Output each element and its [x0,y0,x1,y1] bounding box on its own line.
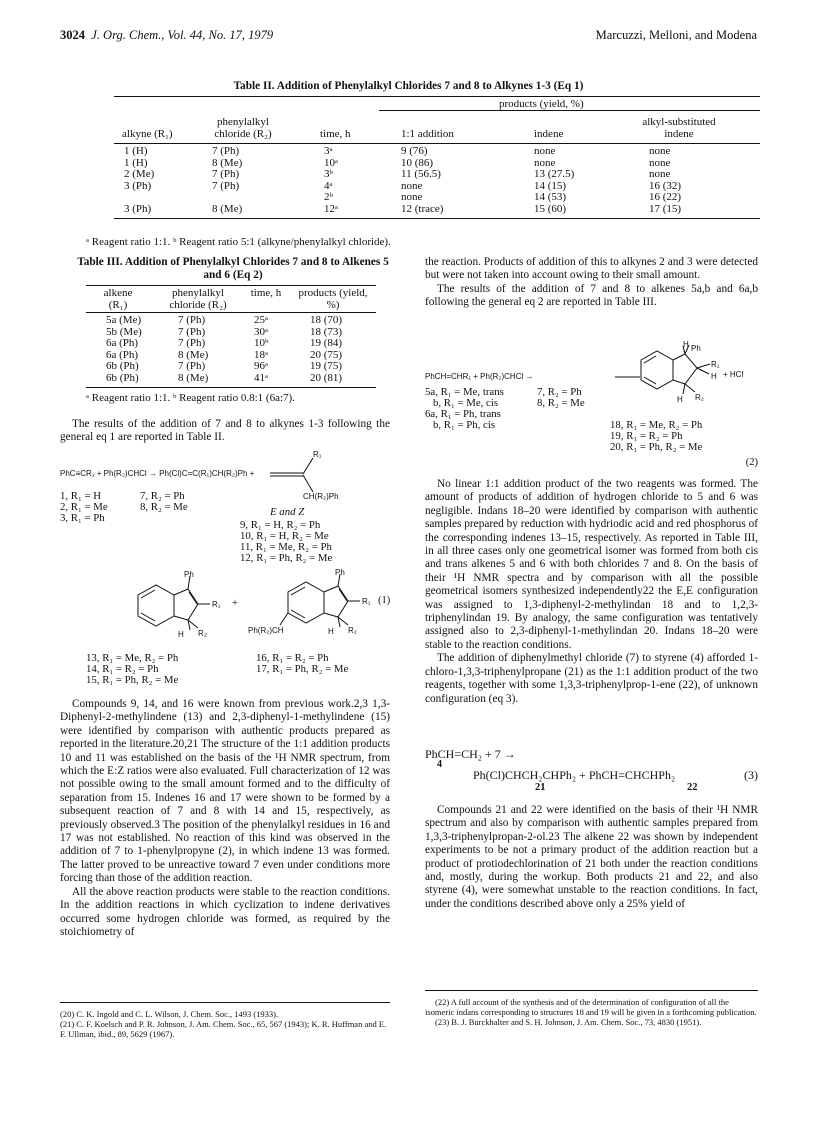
table2-cell: none [649,145,671,157]
table3-row [86,373,376,385]
eq1-r1-label: R₁ [313,450,322,459]
eq1-ez: E and Z [270,506,305,518]
table2-body [114,144,760,218]
eq3-line2: Ph(Cl)CHCH₂CHPh₂ + PhCH=CHCHPh₂ [473,768,676,782]
table3-cell: 25ᵃ [254,314,269,326]
eq2-h-top: H [683,340,689,349]
table2-cell: 3ᵇ [324,168,333,181]
table2-cell: 3 (Ph) [124,202,152,215]
eq1-indenes-a: 13, R₁ = Me, R₂ = Ph 14, R₁ = R₂ = Ph 15, R₁ = Ph, R₂ = Me [86,652,179,686]
table2-col-addition: 1:1 addition [401,128,454,140]
left-paragraph-2: All the above reaction products were stable to the reaction conditions. In the addition reactions in which cyclization to indene derivatives occurred some hydrogen chloride was formed, as required by the stoichiometry of [60,885,390,938]
table2-cell: 13 (27.5) [534,168,575,181]
eq2-number: (2) [745,457,758,468]
page-number: 3024 [60,28,85,42]
eq1-r1-left: R₁ [212,600,221,609]
eq3-line1: PhCH=CH₂ + 7 → [425,747,516,761]
table3-cell: 7 (Ph) [178,325,206,338]
table2-cell: 3 (Ph) [124,179,152,192]
table2-cell: 8 (Me) [212,202,243,215]
eq1-reaction: PhC≡CR₁ + Ph(R₂)CHCl → Ph(Cl)C=C(R₁)CH(R₂)Ph + [60,469,255,478]
table2-cell: 12ᵃ [324,202,339,215]
equation-2 [425,340,758,475]
table2-cell: 7 (Ph) [212,145,240,157]
right-paragraph-1: the reaction. Products of addition of this to alkynes 2 and 3 were detected but were not taken into account owing to their small amount. [425,256,758,282]
table2-cell: none [401,191,423,204]
table3-cell: 30ᵃ [254,325,269,338]
table3-col-products: products (yield, %) [298,287,368,311]
eq1-chlorides: 7, R₂ = Ph 8, R₂ = Me [140,490,188,513]
eq3-label4: 4 [437,759,442,770]
eq2-h-bottom: H [677,395,683,404]
table2-group-header: products (yield, %) [499,98,584,110]
table3-cell: 10ᵇ [254,337,269,350]
table2-cell: 11 (56.5) [401,168,441,181]
table3-cell: 5b (Me) [106,325,142,338]
eq2-ph-label: Ph [691,344,701,353]
table3-cell: 18 (73) [310,325,343,338]
eq1-adducts: 9, R₁ = H, R₂ = Ph 10, R₁ = H, R₂ = Me 11, R₁ = Me, R₂ = Ph 12, R₁ = Ph, R₂ = Me [240,519,333,564]
table2-cell: 17 (15) [649,202,682,215]
table2-cell: none [649,168,671,181]
table3-row [86,315,376,327]
table2-col-indene: indene [534,128,564,140]
table3-cell: 96ᵃ [254,360,269,373]
table2-cell: 2ᵇ [324,191,333,204]
eq1-indenes-b: 16, R₁ = R₂ = Ph 17, R₁ = Ph, R₂ = Me [256,652,349,675]
left-paragraph-1: Compounds 9, 14, and 16 were known from previous work.2,3 1,3-Diphenyl-2-methylindene (13) and 2,3-diphenyl-1-methylindene (15) were identified by comparison with authentic products prepared as reported in the literature.20,21 The structure of the 1:1 addition products 10 and 11 was established on the basis of the ¹H NMR spectrum, from which the E:Z ratios were also evaluated. Full characterization of 12 was not possible owing to the small amount formed and to the difficulty of separation from 15. Indenes 16 and 17 were shown to be formed by a subsequent reaction of 7 and 8 with 14 and 15, respectively, as previously observed.3 The position of the phenylalkyl residues in 16 and 17 was not established. No reaction of this kind was observed in the addition of 7 to 1-phenylpropyne (2), in which indene 13 was formed. The latter proved to be unreactive toward 7 even under conditions more forcing than those of the addition reaction. [60,698,390,885]
table2-footnote: ᵃ Reagent ratio 1:1. ᵇ Reagent ratio 5:1 (alkyne/phenylalkyl chloride). [86,236,391,248]
eq1-ph-right: Ph [335,568,345,577]
right-footnotes: (22) A full account of the synthesis and of the determination of configuration of all the isomeric indans corresponding to structures 18 and 19 will be given in a forthcoming publication. (23) B. J. Burckhalter and S. H. Johnson, J. Am. Chem. Soc., 73, 4830 (1951). [425,990,758,1027]
eq2-reaction: PhCH=CHR₁ + Ph(R₂)CHCl → [425,372,534,381]
table3-cell: 8 (Me) [178,348,209,361]
table2-bottom-rule [114,218,760,219]
table3-cell: 19 (84) [310,337,343,350]
right-paragraph-4: The addition of diphenylmethyl chloride (7) to styrene (4) afforded 1-chloro-1,3,3-triphenylpropane (21) as the 1:1 addition product of the two reagents, together with some 1,3,3-triphenylprop-1-ene (22), of unknown configuration (eq 3). [425,652,758,705]
table3-cell: 7 (Ph) [178,360,206,373]
eq2-h-mid: H [711,372,717,381]
table2-cell: none [649,156,671,169]
table2-cell: 9 (76) [401,145,428,157]
left-intro: The results of the addition of 7 and 8 to alkynes 1-3 following the general eq 1 are reported in Table II. [60,418,390,444]
table3-cell: 6b (Ph) [106,371,139,384]
table2-col-alkyl-indene: alkyl-substituted indene [642,116,716,140]
table2-caption: Table II. Addition of Phenylalkyl Chlorides 7 and 8 to Alkynes 1-3 (Eq 1) [233,80,584,92]
right-paragraph-3: No linear 1:1 addition product of the two reagents was formed. The amount of products of addition of hydrogen chloride to 5 and 6 was negligible. Indans 18–20 were identified by comparison with authentic samples prepared by reduction with hydriodic acid and red phosphorus of the corresponding indenes 13–15, respectively. As reported in Table III, in all three cases only one geometrical isomer was formed from both cis and trans alkenes 5 and 6 with both chlorides 7 and 8. On the basis of their ¹H NMR spectra and by comparison with all the possible geometrical isomers synthesized independently22 the E,E configuration was assigned to 1,3-diphenyl-2-methylindan 18 and to 1,2,3-triphenylindan 19. By analogy, the same configuration was tentatively assigned also to 2,3-diphenyl-1-methylindan 20. Indans 18–20 were stable to the reaction conditions. [425,478,758,651]
table2 [114,96,760,219]
table3-cell: 20 (75) [310,348,343,361]
table3-cell: 6b (Ph) [106,360,139,373]
table3-cell: 18 (70) [310,314,343,326]
table2-cell: 14 (53) [534,191,567,204]
equation-1: PhC≡CR₁ + Ph(R₂)CHCl → Ph(Cl)C=C(R₁)CH(R₂)Ph + R₁ CH(R₂)Ph 1, R₁ = H 2, R₁ = Me 3, R₁ = Ph 7, R₂ = Ph 8, R₂ = Me E and Z 9, R₁ = H, R₂ = Ph 10, R₁ = H, R₂ = Me 11, R₁ = Me, R₂ = Ph 12, R₁ = Ph, R₂ = Me Ph R₁ H R₂ + Ph R₁ (1) Ph(R₂)CH H R₂ 13, R₁ = Me, R₂ = Ph 14, R₁ = R₂ = Ph 15, R₁ = Ph, R₂ = Me 16, R₁ = R₂ = Ph 17, R₁ = Ph, R₂ = Me [60,450,395,700]
table2-col-alkyne: alkyne (R₁) [122,128,173,140]
table3-header-row [86,286,376,312]
eq1-h-left: H [178,630,184,639]
running-header [60,28,757,48]
table2-cell: 2 (Me) [124,168,155,181]
eq1-ph-left: Ph [184,570,194,579]
eq2-r2-label: R₂ [695,393,704,402]
author-line: Marcuzzi, Melloni, and Modena [595,28,757,42]
eq1-h-right: H [328,627,334,636]
eq2-products: 18, R₁ = Me, R₂ = Ph 19, R₁ = R₂ = Ph 20, R₁ = Ph, R₂ = Me [610,419,703,453]
table3-col-alkene: alkene (R₁) [103,287,133,311]
right-middle-text [425,478,758,706]
table2-cell: 8 (Me) [212,156,243,169]
table2-cell: 3ᵃ [324,145,333,157]
table3-cell: 6a (Ph) [106,348,139,361]
table2-cell: 7 (Ph) [212,179,240,192]
table2-cell: none [534,156,556,169]
table3-cell: 7 (Ph) [178,337,206,350]
table3-footnote: ᵃ Reagent ratio 1:1. ᵇ Reagent ratio 0.8:1 (6a:7). [86,392,295,404]
table2-cell: 16 (32) [649,179,682,192]
table2-cell: 7 (Ph) [212,168,240,181]
table3-cell: 18ᵃ [254,348,269,361]
left-footnotes: (20) C. K. Ingold and C. L. Wilson, J. Chem. Soc., 1493 (1933). (21) C. F. Koelsch and P. R. Johnson, J. Am. Chem. Soc., 65, 567 (1943); K. R. Huffman and E. F. Ullman, ibid., 89, 5629 (1967). [60,1002,390,1039]
table2-cell: 15 (60) [534,202,567,215]
journal-citation: J. Org. Chem., Vol. 44, No. 17, 1979 [91,28,274,42]
eq3-label21: 21 [535,782,546,793]
table3-cell: 6a (Ph) [106,337,139,350]
table2-row [114,146,760,158]
table3-cell: 19 (75) [310,360,343,373]
eq1-chr2-label: Ph(R₂)CH [248,626,284,635]
right-top-text [425,256,758,310]
table3-col-chloride: phenylalkyl chloride (R₂) [169,287,227,311]
table2-row [114,204,760,216]
table3-cell: 5a (Me) [106,314,142,326]
eq2-chlorides: 7, R₂ = Ph 8, R₂ = Me [537,386,585,409]
table2-cell: 14 (15) [534,179,567,192]
table2-cell: 12 (trace) [401,202,444,215]
table3-body [86,313,376,387]
eq1-number: (1) [378,595,391,606]
table2-cell: 4ᵃ [324,179,333,192]
right-paragraph-5: Compounds 21 and 22 were identified on the basis of their ¹H NMR spectrum and also by comparison with authentic samples prepared from 1,3,3-triphenylpropan-2-ol.23 The alkene 22 was shown by independent experiments to be not a primary product of the addition reaction but a product of protiodechlorination of 21 both under the reaction conditions and, mostly, during the workup. Both products 21 and 22, and also styrene (4), were somewhat unstable to the reaction conditions. In fact, under the conditions described above only a 25% yield of [425,804,758,910]
eq2-alkenes: 5a, R₁ = Me, trans b, R₁ = Me, cis 6a, R₁ = Ph, trans b, R₁ = Ph, cis [425,386,504,431]
eq1-r2-right: R₂ [348,626,357,635]
table2-col-time: time, h [320,128,351,140]
table2-cell: 10 (86) [401,156,434,169]
table2-cell: none [401,179,423,192]
table3-cell: 8 (Me) [178,371,209,384]
eq2-hcl: + HCl [723,370,744,379]
table3-caption: Table III. Addition of Phenylalkyl Chlorides 7 and 8 to Alkenes 5 and 6 (Eq 2) [77,256,389,281]
table2-cell: 10ᵃ [324,156,339,169]
eq3-label22: 22 [687,782,698,793]
equation-3 [425,747,758,797]
table2-header-row [114,111,760,143]
right-paragraph-2: The results of the addition of 7 and 8 to alkenes 5a,b and 6a,b following the general eq 2 are reported in Table III. [425,282,758,309]
right-bottom-text [425,804,758,911]
eq2-r1-label: R₁ [711,360,720,369]
table2-cell: 16 (22) [649,191,682,204]
table2-cell: 1 (H) [124,145,148,157]
left-body [60,698,390,939]
eq1-reactants: 1, R₁ = H 2, R₁ = Me 3, R₁ = Ph [60,490,108,524]
table2-cell: 1 (H) [124,156,148,169]
table3-col-time: time, h [250,287,282,299]
eq1-r1-right: R₁ [362,597,371,606]
eq1-r2-left: R₂ [198,629,207,638]
table3 [86,285,376,388]
table3-cell: 7 (Ph) [178,314,206,326]
table3-cell: 20 (81) [310,371,343,384]
eq3-number: (3) [744,768,758,782]
table2-cell: none [534,145,556,157]
table2-col-chloride: phenylalkyl chloride (R₂) [214,116,272,140]
eq1-chr2ph-label: CH(R₂)Ph [303,492,339,501]
table3-cell: 41ᵃ [254,371,269,384]
